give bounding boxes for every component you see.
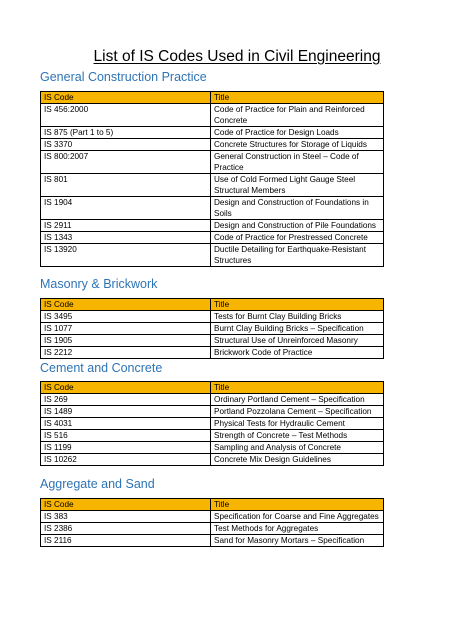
title-cell: Design and Construction of Foundations in Soils: [211, 197, 384, 220]
is-code-cell: IS 1077: [41, 323, 211, 335]
title-cell: Test Methods for Aggregates: [211, 523, 384, 535]
column-header-is-code: IS Code: [41, 299, 211, 311]
is-code-cell: IS 1904: [41, 197, 211, 220]
column-header-title: Title: [211, 299, 384, 311]
section-heading-masonry-brickwork: Masonry & Brickwork: [40, 277, 158, 291]
table-masonry-brickwork: [40, 298, 384, 359]
table-row: [41, 244, 384, 267]
table-aggregate-sand: [40, 498, 384, 547]
is-code-cell: IS 383: [41, 511, 211, 523]
is-code-cell: IS 3495: [41, 311, 211, 323]
is-code-cell: IS 4031: [41, 418, 211, 430]
section-heading-general-construction: General Construction Practice: [40, 70, 207, 84]
table-row: [41, 232, 384, 244]
column-header-is-code: IS Code: [41, 499, 211, 511]
title-cell: Brickwork Code of Practice: [211, 347, 384, 359]
title-cell: Sand for Masonry Mortars – Specification: [211, 535, 384, 547]
is-code-cell: IS 875 (Part 1 to 5): [41, 127, 211, 139]
table-header-row: [41, 382, 384, 394]
section-heading-cement-concrete: Cement and Concrete: [40, 361, 163, 375]
is-code-cell: IS 2911: [41, 220, 211, 232]
title-cell: Burnt Clay Building Bricks – Specification: [211, 323, 384, 335]
table-row: [41, 418, 384, 430]
table-row: [41, 394, 384, 406]
title-cell: Ductile Detailing for Earthquake-Resistant Structures: [211, 244, 384, 267]
column-header-is-code: IS Code: [41, 92, 211, 104]
column-header-title: Title: [211, 382, 384, 394]
table-row: [41, 127, 384, 139]
title-cell: Use of Cold Formed Light Gauge Steel Structural Members: [211, 174, 384, 197]
is-code-cell: IS 516: [41, 430, 211, 442]
is-code-cell: IS 456:2000: [41, 104, 211, 127]
table-row: [41, 430, 384, 442]
table-row: [41, 139, 384, 151]
table-row: [41, 406, 384, 418]
table-row: [41, 523, 384, 535]
is-code-cell: IS 2212: [41, 347, 211, 359]
table-row: [41, 174, 384, 197]
title-cell: Sampling and Analysis of Concrete: [211, 442, 384, 454]
table-row: [41, 335, 384, 347]
table-header-row: [41, 499, 384, 511]
table-row: [41, 197, 384, 220]
title-cell: Strength of Concrete – Test Methods: [211, 430, 384, 442]
is-code-cell: IS 1199: [41, 442, 211, 454]
title-cell: Concrete Structures for Storage of Liquids: [211, 139, 384, 151]
is-code-cell: IS 1489: [41, 406, 211, 418]
is-code-cell: IS 2116: [41, 535, 211, 547]
column-header-title: Title: [211, 499, 384, 511]
is-code-cell: IS 269: [41, 394, 211, 406]
title-cell: Code of Practice for Design Loads: [211, 127, 384, 139]
table-cement-concrete: [40, 381, 384, 466]
is-code-cell: IS 13920: [41, 244, 211, 267]
title-cell: Structural Use of Unreinforced Masonry: [211, 335, 384, 347]
title-cell: Physical Tests for Hydraulic Cement: [211, 418, 384, 430]
table-row: [41, 104, 384, 127]
table-row: [41, 323, 384, 335]
title-cell: Code of Practice for Plain and Reinforced Concrete: [211, 104, 384, 127]
title-cell: Specification for Coarse and Fine Aggregates: [211, 511, 384, 523]
title-cell: Concrete Mix Design Guidelines: [211, 454, 384, 466]
is-code-cell: IS 10262: [41, 454, 211, 466]
table-header-row: [41, 92, 384, 104]
table-general-construction: [40, 91, 384, 267]
is-code-cell: IS 3370: [41, 139, 211, 151]
is-code-cell: IS 801: [41, 174, 211, 197]
section-heading-aggregate-sand: Aggregate and Sand: [40, 477, 155, 491]
is-code-cell: IS 800:2007: [41, 151, 211, 174]
table-row: [41, 347, 384, 359]
column-header-title: Title: [211, 92, 384, 104]
table-row: [41, 535, 384, 547]
title-cell: Portland Pozzolana Cement – Specification: [211, 406, 384, 418]
title-cell: Design and Construction of Pile Foundations: [211, 220, 384, 232]
table-header-row: [41, 299, 384, 311]
table-row: [41, 511, 384, 523]
is-code-cell: IS 1343: [41, 232, 211, 244]
is-code-cell: IS 1905: [41, 335, 211, 347]
title-cell: Tests for Burnt Clay Building Bricks: [211, 311, 384, 323]
title-cell: General Construction in Steel – Code of Practice: [211, 151, 384, 174]
table-row: [41, 442, 384, 454]
table-row: [41, 220, 384, 232]
title-cell: Ordinary Portland Cement – Specification: [211, 394, 384, 406]
document-title: List of IS Codes Used in Civil Engineering: [93, 48, 381, 65]
table-row: [41, 151, 384, 174]
is-code-cell: IS 2386: [41, 523, 211, 535]
table-row: [41, 311, 384, 323]
title-cell: Code of Practice for Prestressed Concrete: [211, 232, 384, 244]
column-header-is-code: IS Code: [41, 382, 211, 394]
table-row: [41, 454, 384, 466]
